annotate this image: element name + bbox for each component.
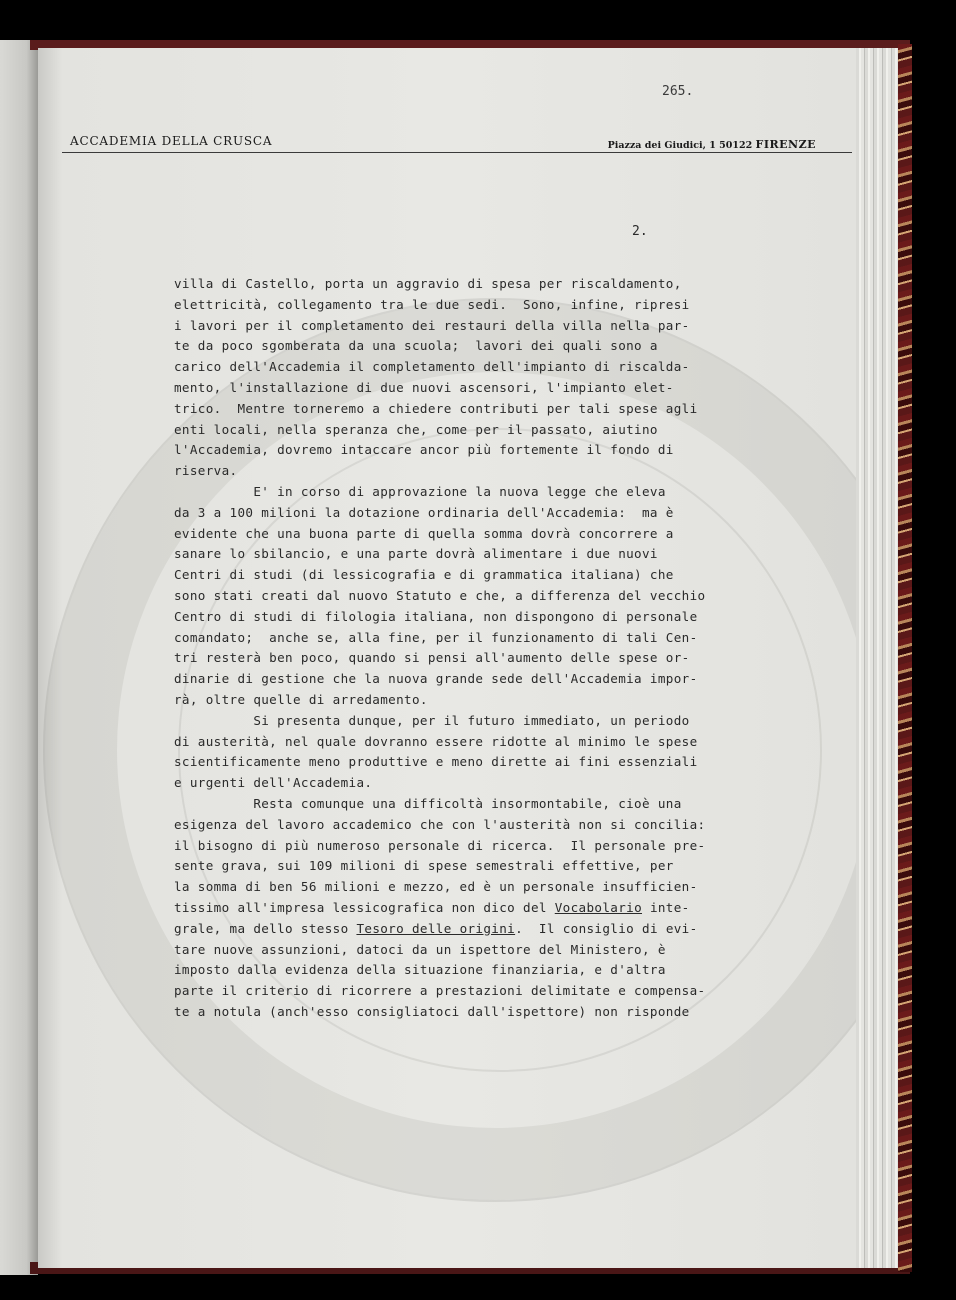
text-line: il bisogno di più numeroso personale di ricerca. Il personale pre- xyxy=(174,837,706,853)
text-line: parte il criterio di ricorrere a prestazioni delimitate e compensa- xyxy=(174,983,706,999)
text-line: tissimo all'impresa lessicografica non dico del Vocabolario inte- xyxy=(174,899,690,915)
text-line: comandato; anche se, alla fine, per il funzionamento di tali Cen- xyxy=(174,629,698,645)
text-line: tri resterà ben poco, quando si pensi all'aumento delle spese or- xyxy=(174,650,690,666)
text-line: Centro di studi di filologia italiana, non dispongono di personale xyxy=(174,608,698,624)
page-stack-edges xyxy=(852,48,898,1268)
folio-number: 265. xyxy=(662,84,694,99)
text-line: villa di Castello, porta un aggravio di spesa per riscaldamento, xyxy=(174,276,682,291)
text-line: tare nuove assunzioni, datoci da un ispettore del Ministero, è xyxy=(174,941,666,957)
text-line: Centri di studi (di lessicografia e di grammatica italiana) che xyxy=(174,567,674,583)
text-line: mento, l'installazione di due nuovi ascensori, l'impianto elet- xyxy=(174,379,674,395)
text-line: enti locali, nella speranza che, come per il passato, aiutino xyxy=(174,421,658,437)
text-line: elettricità, collegamento tra le due sedi. Sono, infine, ripresi xyxy=(174,296,690,312)
text-line: esigenza del lavoro accademico che con l'austerità non si concilia: xyxy=(174,816,706,832)
text-line: te da poco sgomberata da una scuola; lavori dei quali sono a xyxy=(174,338,658,354)
letter-body xyxy=(174,274,814,1023)
academy-address xyxy=(608,138,816,151)
text-line: evidente che una buona parte di quella somma dovrà concorrere a xyxy=(174,525,674,541)
text-line: sente grava, sui 109 milioni di spese semestrali effettive, per xyxy=(174,858,674,874)
letterhead xyxy=(62,132,852,153)
text-line: da 3 a 100 milioni la dotazione ordinaria dell'Accademia: ma è xyxy=(174,504,674,520)
text-line: sanare lo sbilancio, e una parte dovrà alimentare i due nuovi xyxy=(174,546,658,562)
underlined-title: Tesoro delle origini xyxy=(356,920,516,936)
marbled-edge xyxy=(898,44,912,1272)
page-number: 2. xyxy=(632,224,648,239)
text-line: Si presenta dunque, per il futuro immediato, un periodo xyxy=(174,712,690,728)
text-line: riserva. xyxy=(174,463,238,479)
text-line: grale, ma dello stesso Tesoro delle origini. Il consiglio di evi- xyxy=(174,920,698,936)
text-line: la somma di ben 56 milioni e mezzo, ed è un personale insufficien- xyxy=(174,879,698,895)
text-line: dinarie di gestione che la nuova grande sede dell'Accademia impor- xyxy=(174,671,698,687)
text-line: te a notula (anch'esso consigliatoci dall'ispettore) non risponde xyxy=(174,1003,690,1019)
address-street: Piazza dei Giudici, 1 50122 xyxy=(607,140,753,151)
text-line: rà, oltre quelle di arredamento. xyxy=(174,691,428,707)
left-page-edge xyxy=(0,40,38,1275)
text-line: e urgenti dell'Accademia. xyxy=(174,775,373,791)
underlined-title: Vocabolario xyxy=(554,899,643,915)
text-line: trico. Mentre torneremo a chiedere contributi per tali spese agli xyxy=(174,400,698,416)
academy-name: ACCADEMIA DELLA CRUSCA xyxy=(70,134,273,148)
text-line: di austerità, nel quale dovranno essere ridotte al minimo le spese xyxy=(174,733,698,749)
text-line: imposto dalla evidenza della situazione finanziaria, e d'altra xyxy=(174,962,666,978)
text-line: sono stati creati dal nuovo Statuto e che, a differenza del vecchio xyxy=(174,587,706,603)
text-line: scientificamente meno produttive e meno dirette ai fini essenziali xyxy=(174,754,698,770)
address-city: FIRENZE xyxy=(755,138,816,151)
text-line: E' in corso di approvazione la nuova legge che eleva xyxy=(174,483,666,499)
text-line: i lavori per il completamento dei restauri della villa nella par- xyxy=(174,317,690,333)
text-line: carico dell'Accademia il completamento dell'impianto di riscalda- xyxy=(174,359,690,375)
text-line: Resta comunque una difficoltà insormontabile, cioè una xyxy=(174,795,682,811)
text-line: l'Accademia, dovremo intaccare ancor più fortemente il fondo di xyxy=(174,442,674,458)
